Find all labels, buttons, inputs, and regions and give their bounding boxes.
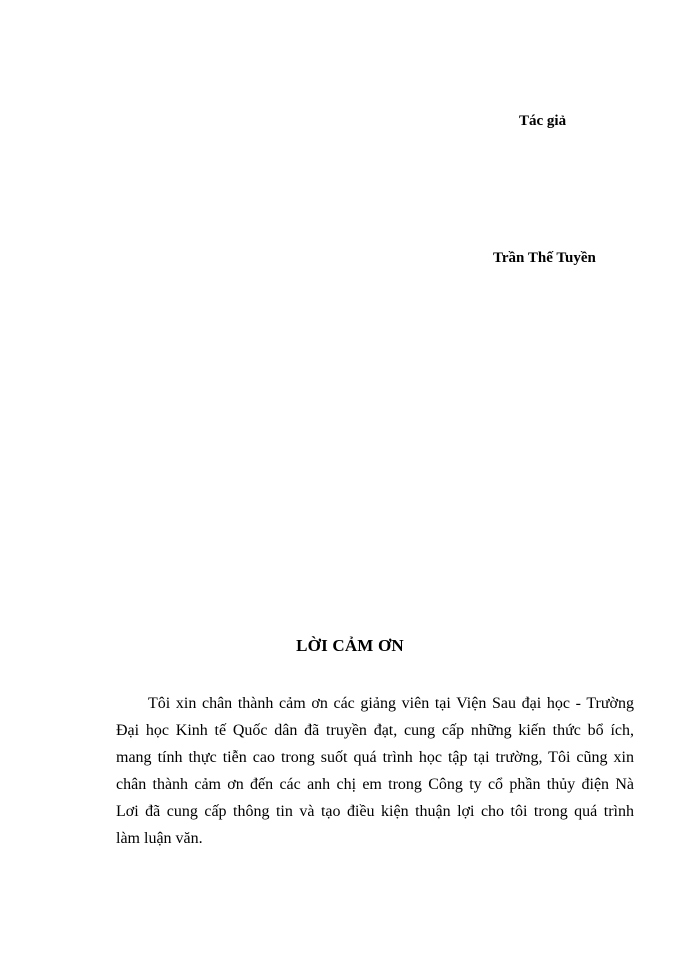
author-name: Trần Thế Tuyền [493,250,596,266]
acknowledgment-paragraph [116,690,634,852]
paragraph-line: Đại học Kinh tế Quốc dân đã truyền đạt, cung cấp những kiến thức bổ ích, [116,722,634,739]
author-label: Tác giả [519,113,567,129]
paragraph-line: mang tính thực tiễn cao trong suốt quá trình học tập tại trường, Tôi cũng xin [116,749,634,766]
paragraph-line: Tôi xin chân thành cảm ơn các giảng viên tại Viện Sau đại học - Trường [148,695,634,712]
acknowledgment-title: LỜI CẢM ƠN [296,636,404,655]
paragraph-line: làm luận văn. [116,830,203,847]
paragraph-line: Lơi đã cung cấp thông tin và tạo điều kiện thuận lợi cho tôi trong quá trình [116,803,634,820]
paragraph-line: chân thành cảm ơn đến các anh chị em trong Công ty cổ phần thủy điện Nà [116,776,634,793]
